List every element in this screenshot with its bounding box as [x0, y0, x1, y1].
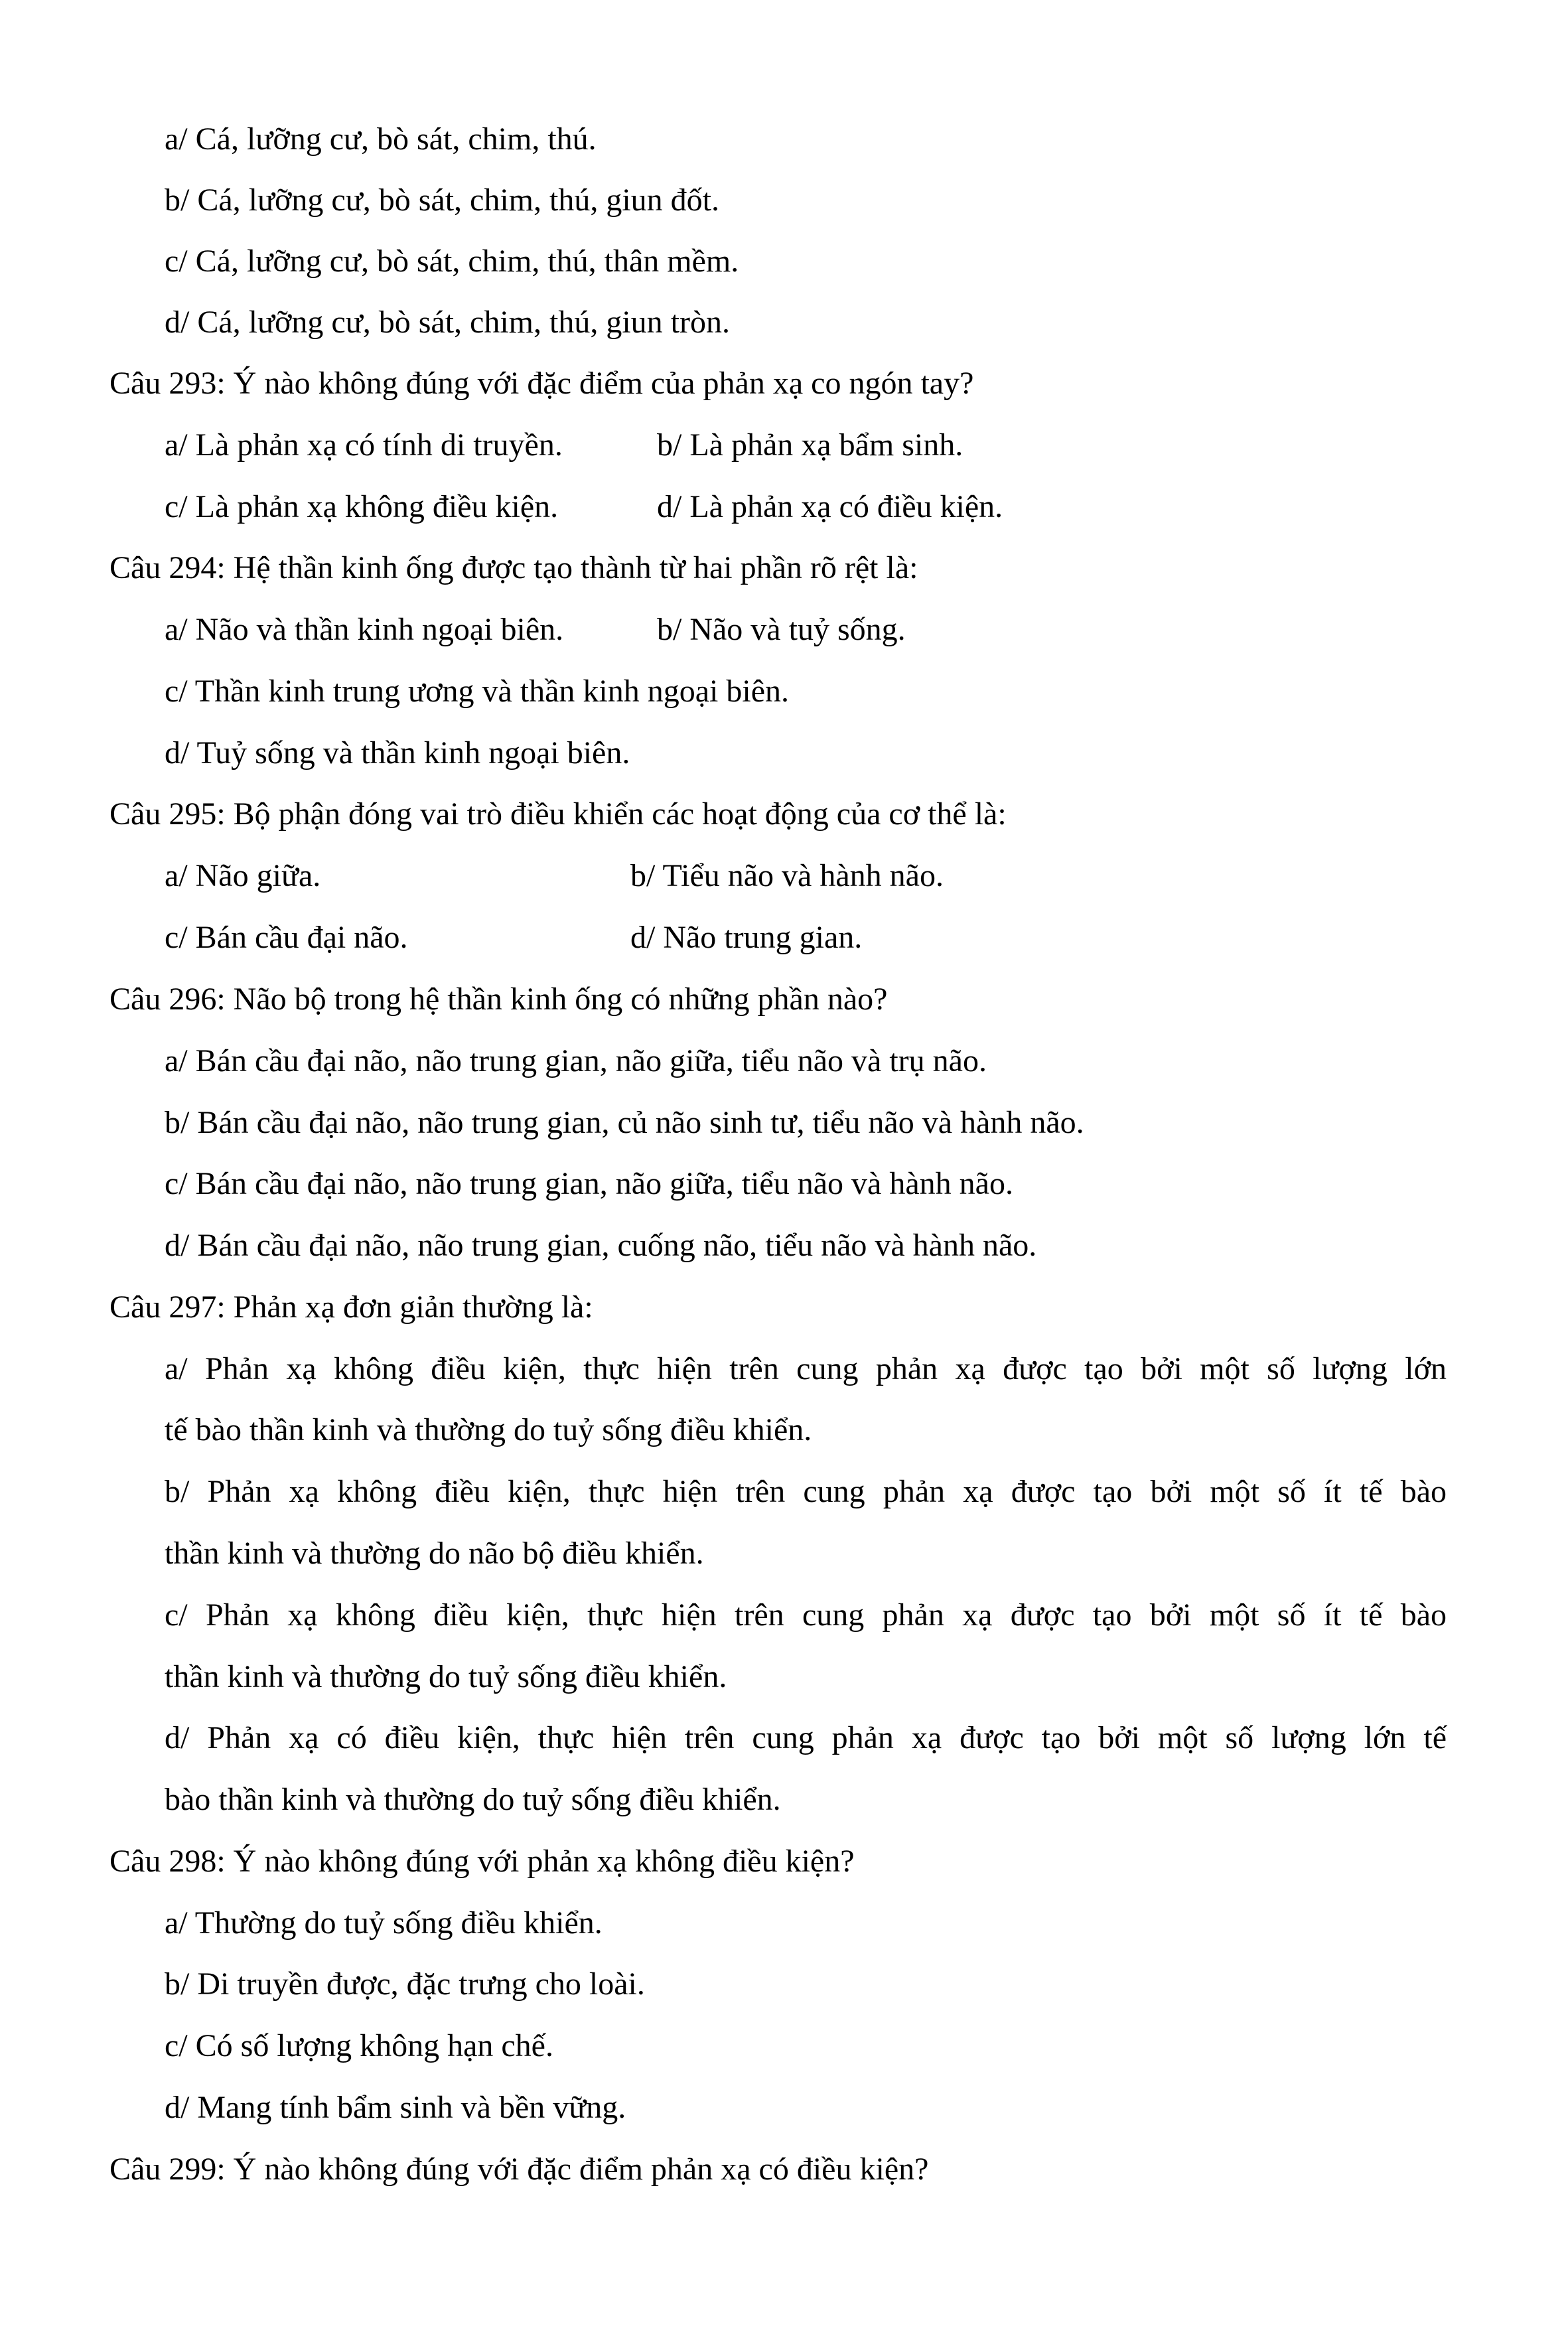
option-d: d/ Não trung gian. — [630, 920, 863, 955]
option-b-line-2: thần kinh và thường do não bộ điều khiển. — [165, 1536, 704, 1571]
option-a-line-1: a/ Phản xạ không điều kiện, thực hiện trên cung phản xạ được tạo bởi một số lượng lớn — [165, 1351, 1447, 1386]
option-d: d/ Bán cầu đại não, não trung gian, cuống não, tiểu não và hành não. — [165, 1228, 1037, 1263]
option-c: c/ Cá, lưỡng cư, bò sát, chim, thú, thân mềm. — [165, 244, 739, 279]
question-298: Câu 298: Ý nào không đúng với phản xạ không điều kiện? — [109, 1844, 855, 1879]
option-c: c/ Thần kinh trung ương và thần kinh ngoại biên. — [165, 674, 790, 709]
option-d-line-1: d/ Phản xạ có điều kiện, thực hiện trên cung phản xạ được tạo bởi một số lượng lớn tế — [165, 1720, 1447, 1755]
option-b: b/ Cá, lưỡng cư, bò sát, chim, thú, giun đốt. — [165, 183, 720, 218]
question-294: Câu 294: Hệ thần kinh ống được tạo thành từ hai phần rõ rệt là: — [109, 550, 918, 585]
option-d: d/ Cá, lưỡng cư, bò sát, chim, thú, giun tròn. — [165, 305, 730, 340]
question-296: Câu 296: Não bộ trong hệ thần kinh ống có những phần nào? — [109, 982, 888, 1017]
question-297: Câu 297: Phản xạ đơn giản thường là: — [109, 1289, 593, 1325]
option-b: b/ Bán cầu đại não, não trung gian, củ não sinh tư, tiểu não và hành não. — [165, 1105, 1084, 1140]
option-a: a/ Bán cầu đại não, não trung gian, não giữa, tiểu não và trụ não. — [165, 1043, 987, 1078]
option-c: c/ Bán cầu đại não, não trung gian, não giữa, tiểu não và hành não. — [165, 1166, 1013, 1201]
option-b: b/ Di truyền được, đặc trưng cho loài. — [165, 1966, 645, 2002]
option-b: b/ Não và tuỷ sống. — [657, 612, 906, 647]
question-299: Câu 299: Ý nào không đúng với đặc điểm phản xạ có điều kiện? — [109, 2152, 929, 2187]
option-d-line-2: bào thần kinh và thường do tuỷ sống điều khiển. — [165, 1782, 781, 1817]
option-c: c/ Có số lượng không hạn chế. — [165, 2028, 553, 2063]
option-c: c/ Là phản xạ không điều kiện. — [165, 489, 559, 524]
option-c: c/ Bán cầu đại não. — [165, 920, 408, 955]
option-b-line-1: b/ Phản xạ không điều kiện, thực hiện trên cung phản xạ được tạo bởi một số ít tế bào — [165, 1474, 1447, 1509]
option-a: a/ Là phản xạ có tính di truyền. — [165, 427, 563, 463]
option-a: a/ Não giữa. — [165, 858, 321, 893]
question-293: Câu 293: Ý nào không đúng với đặc điểm của phản xạ co ngón tay? — [109, 366, 974, 401]
option-a: a/ Não và thần kinh ngoại biên. — [165, 612, 564, 647]
option-a: a/ Thường do tuỷ sống điều khiển. — [165, 1905, 603, 1941]
question-295: Câu 295: Bộ phận đóng vai trò điều khiển các hoạt động của cơ thể là: — [109, 796, 1007, 832]
option-b: b/ Tiểu não và hành não. — [630, 858, 944, 893]
option-b: b/ Là phản xạ bẩm sinh. — [657, 427, 963, 463]
option-a-line-2: tế bào thần kinh và thường do tuỷ sống điều khiển. — [165, 1412, 812, 1447]
option-d: d/ Tuỷ sống và thần kinh ngoại biên. — [165, 735, 630, 771]
option-d: d/ Mang tính bẩm sinh và bền vững. — [165, 2090, 626, 2125]
option-d: d/ Là phản xạ có điều kiện. — [657, 489, 1003, 524]
option-c-line-2: thần kinh và thường do tuỷ sống điều khiển. — [165, 1659, 727, 1694]
option-a: a/ Cá, lưỡng cư, bò sát, chim, thú. — [165, 121, 597, 157]
option-c-line-1: c/ Phản xạ không điều kiện, thực hiện trên cung phản xạ được tạo bởi một số ít tế bào — [165, 1597, 1447, 1633]
